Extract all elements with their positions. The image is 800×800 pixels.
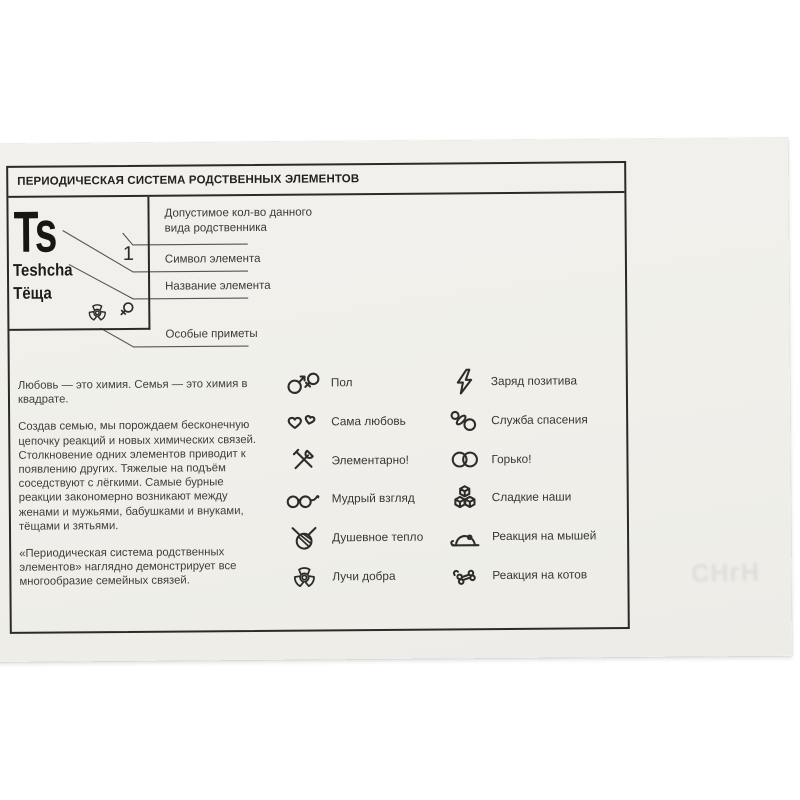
legend-label: Горько! [491, 451, 532, 466]
legend-label: Сама любовь [331, 413, 406, 429]
sugar-cubes-icon [443, 483, 487, 512]
legend-label: Пол [330, 375, 353, 390]
bone-icon [443, 559, 487, 590]
legend-row [281, 517, 423, 557]
legend-row [443, 477, 597, 517]
legend-label: Служба спасения [491, 412, 588, 428]
legend-traits-label: Особые приметы [165, 327, 258, 341]
legend-label: Реакция на мышей [492, 528, 597, 544]
legend-symbol-label: Символ элемента [164, 252, 261, 266]
pacifier-icon [442, 406, 486, 435]
radiation-icon [88, 305, 106, 321]
paragraph: Любовь — это химия. Семья — это химия в квадрате. [17, 378, 248, 407]
element-box [8, 197, 150, 331]
legend-row [442, 400, 596, 440]
printed-frame [6, 161, 630, 634]
mouse-icon [443, 522, 487, 551]
hearts-icon [280, 407, 326, 436]
legend-label: Заряд позитива [490, 373, 578, 389]
legend-label: Душевное тепло [332, 529, 424, 545]
description-text [18, 377, 268, 603]
card-title-bar [8, 163, 624, 198]
element-name-cyrillic: Тёща [13, 283, 52, 303]
legend-row [442, 439, 596, 479]
legend-row [280, 401, 422, 441]
icon-legend-left [280, 363, 424, 596]
element-name-latin: Teshcha [12, 260, 73, 280]
legend-label: Лучи добра [332, 568, 396, 584]
tools-icon [280, 446, 326, 475]
legend-label: Сладкие наши [491, 489, 572, 505]
element-count: 1 [122, 242, 135, 265]
legend-row [280, 440, 422, 480]
periodic-table-card [0, 138, 792, 662]
element-trait-icons [85, 299, 139, 325]
female-icon [121, 303, 132, 314]
card-title: ПЕРИОДИЧЕСКАЯ СИСТЕМА РОДСТВЕННЫХ ЭЛЕМЕНТОВ [17, 173, 360, 188]
element-symbol: Ts [13, 199, 57, 265]
legend-row [280, 363, 422, 403]
yarn-icon [281, 522, 327, 553]
rings-icon [442, 444, 486, 473]
gender-icon [280, 368, 326, 397]
paragraph: Создав семью, мы порождаем бесконечную цепочку реакций и новых химических связей. Столкновение одних элементов приводит к появлению других. Тяжелые на подъём соседствуют с лёгкими. Самые бурные реакции закономерно возникают между женами и мужьями, бабушками и внуками, тёщами и зятьями. [18, 419, 257, 533]
lightning-icon [442, 367, 486, 396]
legend-row [443, 516, 597, 556]
radiation-icon [281, 562, 327, 591]
legend-label: Элементарно! [331, 452, 409, 468]
icon-legend-right [442, 361, 597, 594]
glasses-icon [281, 484, 327, 513]
legend-row [442, 361, 596, 401]
legend-row [281, 479, 423, 519]
legend-row [281, 556, 423, 596]
legend-row [443, 555, 597, 595]
show-through-text: СНгН [691, 558, 761, 589]
legend-label: Мудрый взгляд [331, 491, 415, 506]
legend-label: Реакция на котов [492, 567, 588, 582]
legend-name-label: Название элемента [165, 279, 271, 293]
paragraph: «Периодическая система родственных элементов» наглядно демонстрирует все многообразие семейных связей. [19, 546, 237, 589]
legend-count-label: Допустимое кол-во данного вида родственника [164, 206, 313, 235]
